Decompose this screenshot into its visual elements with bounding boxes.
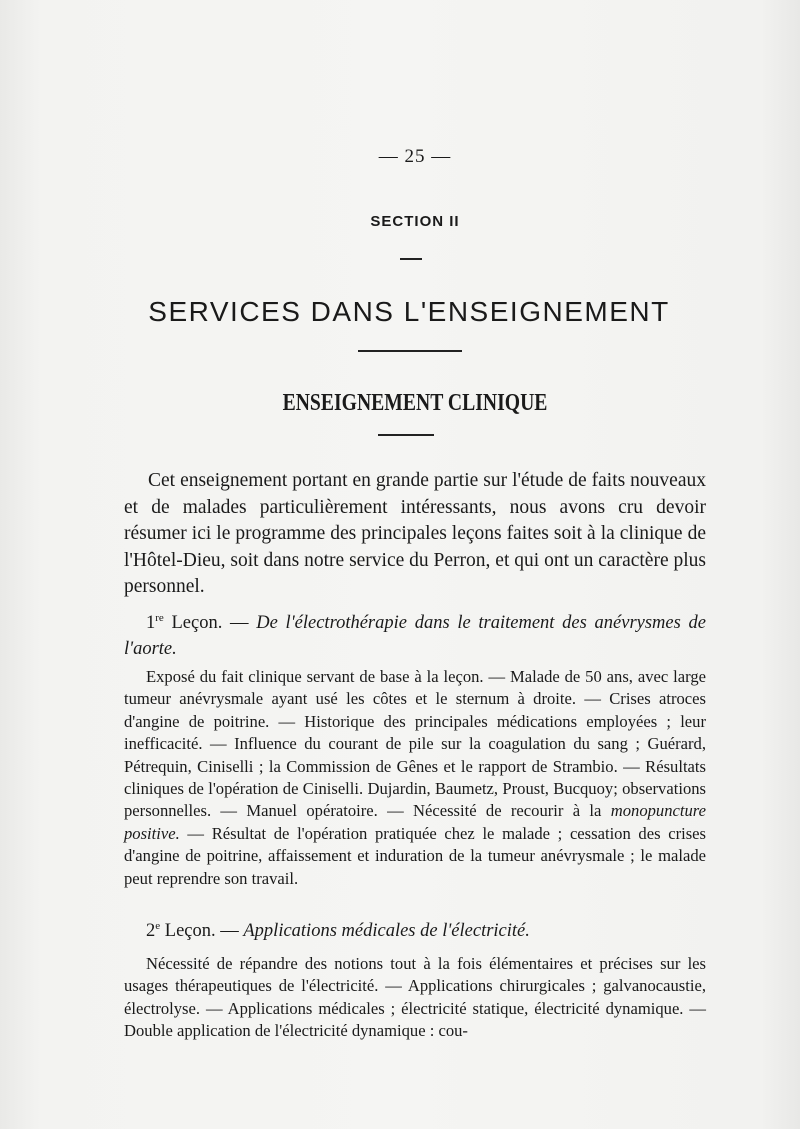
section-title: SERVICES DANS L'ENSEIGNEMENT [148,296,670,327]
sub-title: ENSEIGNEMENT CLINIQUE [282,390,548,416]
lesson-1-body-text-end: — Résultat de l'opération pratiquée chez le malade ; cessation des crises d'angine de poitrine, affaissement et induration de la tumeur anévrysmale ; le malade peut reprendre son travail. [124,823,706,888]
lesson-1-subject: De l'électrothérapie dans le traitement des anévrysmes de l'aorte. [124,613,706,659]
subtitle-rule [378,434,434,436]
lesson-2-number: 2 [146,921,156,941]
lesson-2-label: Leçon. — [160,921,244,941]
lesson-2-number-sup: e [155,919,161,932]
lesson-2-body-text: Nécessité de répandre des notions tout à la fois élémentaires et précises sur les usages thérapeutiques de l'électricité. — Applications chirurgicales ; galvanocaustie, électrolyse. — Applications médicales ; électricité statique, électricité dynamique. — Double application de l'électricité dynamique : cou- [124,954,706,1041]
section-dash-rule [400,258,422,260]
lesson-1-title [124,610,706,662]
lesson-1-body [124,666,706,890]
intro-paragraph: Cet enseignement portant en grande partie sur l'étude de faits nouveaux et de malades particulièrement intéressants, nous avons cru devoir résumer ici le programme des principales leçons faites soit à la clinique de l'Hôtel-Dieu, soit dans notre service du Perron, et qui ont un caractère plus personnel. [124,470,706,597]
lesson-1-number: 1 [146,613,156,633]
lesson-2-body [124,953,706,1043]
lesson-1-label: Leçon. — [163,613,257,633]
lesson-1-body-text: Exposé du fait clinique servant de base à la leçon. — Malade de 50 ans, avec large tumeur anévrysmale ayant usé les côtes et le sternum à droite. — Crises atroces d'angine de poitrine. — Historique des principales médications employées ; leur inefficacité. — Influence du courant de pile sur la coagulation du sang ; Guérard, Pétrequin, Ciniselli ; la Commission de Gênes et le rapport de Strambio. — Résultats cliniques de l'opération de Ciniselli. Dujardin, Baumetz, Proust, Bucquoy; observations personnelles. — Manuel opératoire. — Nécessité de recourir à la [124,667,706,821]
section-label: SECTION II [370,213,460,230]
lesson-1-body-emphasis: monopuncture positive. [124,801,706,843]
page-number: — 25 — [378,146,452,167]
lesson-1-number-sup: re [155,611,164,624]
lesson-2-title [124,918,706,944]
title-rule [358,350,462,352]
lesson-2-subject: Applications médicales de l'électricité. [243,921,530,941]
